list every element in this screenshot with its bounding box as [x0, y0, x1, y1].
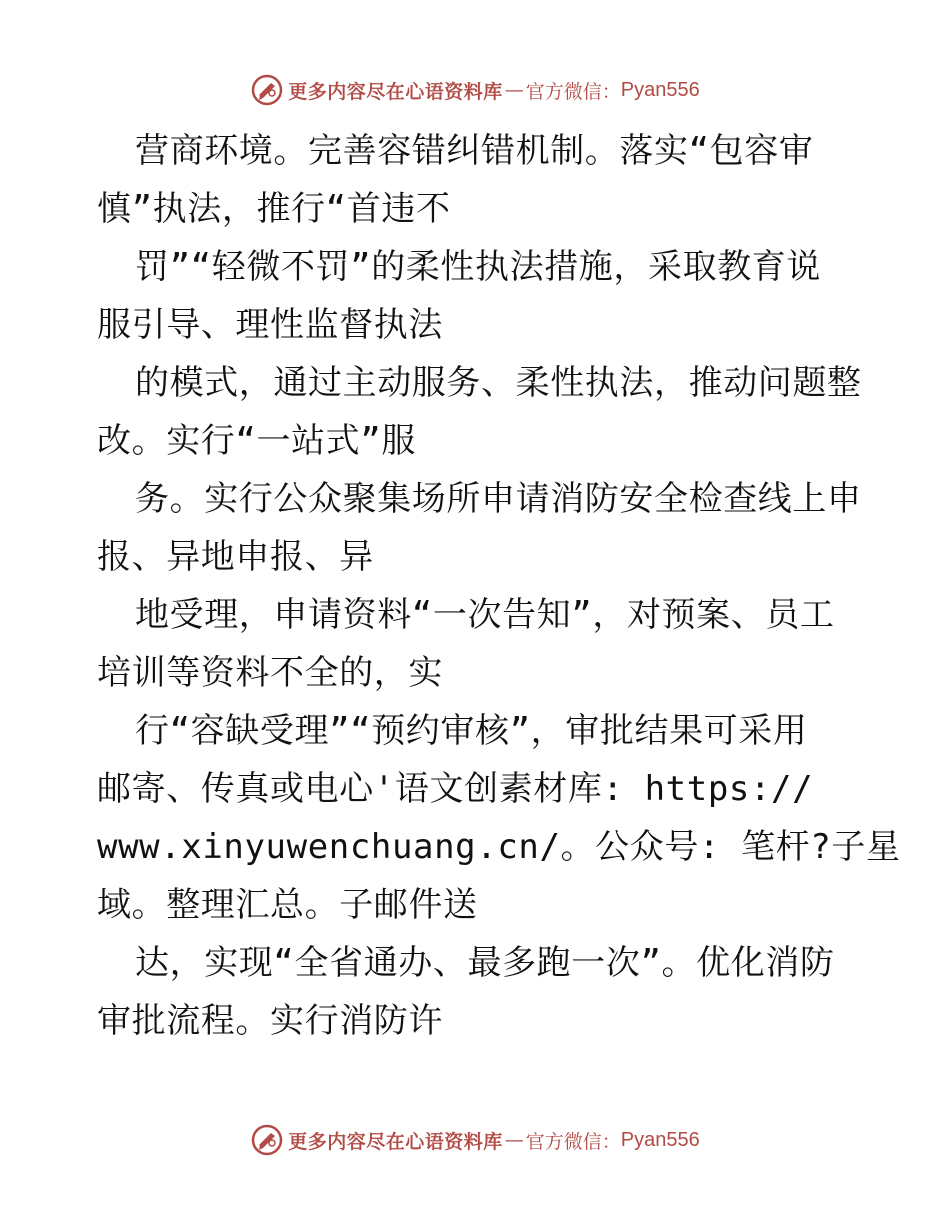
brand-logo-icon — [250, 73, 284, 107]
header-wechat-label: 官方微信： — [525, 80, 621, 103]
paragraph-2-line-2: 服引导、理性监督执法 — [97, 305, 443, 345]
footer-wechat-label: 官方微信： — [525, 1130, 621, 1153]
paragraph-5-line-1: 地受理，申请资料“一次告知”，对预案、员工 — [135, 595, 835, 635]
header-separator: — — [504, 79, 524, 101]
paragraph-5-line-2: 培训等资料不全的，实 — [97, 653, 443, 693]
header-wechat-id: Pyan556 — [620, 78, 700, 101]
paragraph-1-line-2: 慎”执法，推行“首违不 — [97, 189, 451, 229]
paragraph-1-line-1: 营商环境。完善容错纠错机制。落实“包容审 — [135, 131, 814, 171]
paragraph-2-line-1: 罚”“轻微不罚”的柔性执法措施，采取教育说 — [135, 247, 822, 287]
paragraph-6-line-3: www.xinyuwenchuang.cn/。公众号: 笔杆?子星 — [97, 827, 901, 867]
brand-logo-icon — [250, 1123, 284, 1157]
paragraph-4-line-1: 务。实行公众聚集场所申请消防安全检查线上申 — [135, 479, 862, 519]
paragraph-6-line-4: 域。整理汇总。子邮件送 — [97, 885, 478, 925]
footer-title: 更多内容尽在心语资料库 — [288, 1130, 503, 1153]
header-title: 更多内容尽在心语资料库 — [288, 80, 503, 103]
paragraph-6-line-2: 邮寄、传真或电心'语文创素材库: https:// — [97, 769, 814, 809]
paragraph-7-line-2: 审批流程。实行消防许 — [97, 1001, 443, 1041]
header-banner — [0, 70, 950, 110]
footer-banner — [0, 1120, 950, 1160]
paragraph-7-line-1: 达，实现“全省通办、最多跑一次”。优化消防 — [135, 943, 835, 983]
paragraph-3-line-2: 改。实行“一站式”服 — [97, 421, 416, 461]
paragraph-4-line-2: 报、异地申报、异 — [97, 537, 374, 577]
footer-wechat-id: Pyan556 — [620, 1128, 700, 1151]
paragraph-6-line-1: 行“容缺受理”“预约审核”，审批结果可采用 — [135, 711, 808, 751]
paragraph-3-line-1: 的模式，通过主动服务、柔性执法，推动问题整 — [135, 363, 862, 403]
footer-separator: — — [504, 1129, 524, 1151]
document-body — [97, 122, 901, 1050]
